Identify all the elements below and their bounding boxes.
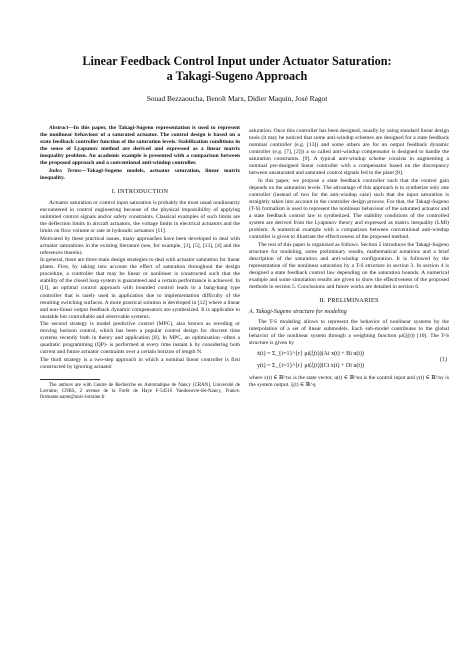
ts-definitions-paragraph: where x(t) ∈ ℝ^nx is the state vector, u(t) ∈ ℝ^nu is the control input and y(t) ∈ ℝ^ny is the system output. ξ(t) ∈ ℝ^q — [249, 375, 449, 389]
right-paragraph-1: saturation. Once this controller has been designed, usually by using standard linear design tools (it may be noticed that some anti-windup schemes are designed for a state feedback nominal controller (e.g. [13]) and some others are for an output feedback dynamic controller (e.g. [7], [2])) a so called anti-windup compensator is designed to handle the saturation constraints. [9]. A typical anti-windup scheme consists in augmenting a nominal pre-designed linear controller with a compensator based on the discrepancy between unsaturated and saturated control signals fed to the plant [8]. — [249, 128, 449, 177]
equation-line-state: ẋ(t) = Σ_{i=1}^{r} μi(ξ(t))(Ai x(t) + Bi u(t)) — [257, 351, 365, 358]
intro-paragraph-1: Actuator saturation or control input saturation is probably the most usual nonlinearity encountered in control engineering because of the physical impossibility of applying unlimited control signals and/or safety constraints. Classical examples of such limits are the deflection limits in aircraft actuators, the voltage limits in electrical actuators and the limits on flow volume or rate in hydraulic actuators [11]. — [40, 199, 240, 235]
footnote-divider — [40, 379, 100, 380]
index-terms — [40, 168, 240, 182]
right-paragraph-2: In this paper, we propose a state feedback controller such that the control gain depends on the saturation levels. The advantage of this approach is to synthetize only one controller (instead of two for the anti-windup case) such that the input saturation is straightly taken into account in the controller design process. For that, the Takagi-Sugeno (T-S) formalism is used to represent the nonlinear behaviour of the saturated actuator and a state feedback control law is synthetized. The stability conditions of the controlled system are derived from the Lyapunov theory and expressed as matrix inequality (LMI) problem. A numerical example with a comparison between conventional anti-windup controller is given to illustrate the effectiveness of the proposed method. — [249, 177, 449, 241]
intro-paragraph-5: The third strategy is a two-step approach in which a nominal linear controller is first constructed by ignoring actuator — [40, 356, 240, 370]
index-terms-label: Index Terms — [49, 167, 82, 174]
intro-paragraph-3: In general, there are three main design strategies to deal with actuator saturation for linear plants. First, by taking into account the effect of saturation throughout the design procedure, a controller that may be linear or nonlinear is constructed such that the stability of the closed loop system is guaranteed and a certain performance is achieved. In ([1], an optimal control approach with bounded control leads to a bang-bang type controller that is rarely used in application due to implementation difficulty of the resulting switching surfaces. A more practical solution is developed in [12] where a linear and non-linear output feedback dynamic compensators are synthesized. It is applicable to unstable but controllable and observable systems. — [40, 257, 240, 320]
index-terms-text: —Takagi-Sugeno models, actuator saturation, linear matrix inequality. — [40, 167, 240, 181]
equation-number: (1) — [440, 357, 447, 364]
abstract-text: —In this paper, the Takagi-Sugeno representation is used to represent the nonlinear behaviour of a saturated actuator. The control design is based on a state feedback controller function of the saturation levels. Stabilization conditions in the sense of Lyapunov method are derived and expressed as a linear matrix inequality problem. An academic example is presented with a comparison between the proposed approach and a conventional anti-windup controller. — [40, 125, 240, 167]
paper-title — [20, 54, 454, 84]
ts-paragraph: The T-S modeling allows to represent the behavior of nonlinear systems by the interpolation of a set of linear submodels. Each sub-model contributes to the global behavior of the nonlinear system through a weighting function μi(ξ(t)) [10]. The T-S structure is given by — [249, 319, 449, 347]
author-footnote: The authors are with Centre de Recherche en Automatique de Nancy (CRAN), Université de Lorraine, CNRS, 2 avenue de la Forêt de Haye F-54516 Vandoeuvre-lès-Nancy, France. firstname.name@univ-lorraine.fr — [40, 383, 240, 401]
intro-paragraph-4: The second strategy is model predictive control (MPC), also known as receding or moving horizon control, which has been a popular control design for discrete time systems recently both in theory and application [8]. In MPC, an optimisation -often a quadratic programming (QP)- is performed at every time instant k by considering both current and future actuator constraints over a certain horizon of length N. — [40, 321, 240, 356]
section-heading-introduction: I. INTRODUCTION — [111, 187, 169, 195]
abstract — [40, 125, 240, 167]
left-column — [40, 125, 240, 402]
section-heading-preliminaries: II. PRELIMINARIES — [319, 297, 379, 305]
title-line-1: Linear Feedback Control Input under Actuator Saturation: — [82, 54, 392, 68]
author-list: Souad Bezzaoucha, Benoît Marx, Didier Maquin, José Ragot — [146, 94, 328, 103]
right-paragraph-3: The rest of this paper is organized as follows. Section 2 introduces the Takagi-Sugeno structure for modeling, some preliminary results, mathematical notations and a brief description of the saturation and anti-windup configuration. It is followed by the representation of the nonlinear saturation by a T-S structure in section 3. In section 4 is designed a state feedback control law depending on the saturation bounds. A numerical example and some simulation results are given to show the effectiveness of the proposed methods in section 5. Conclusions and future works are detailed in section 6. — [249, 241, 449, 291]
subsection-heading-ts-structure: A. Takagi-Sugeno structure for modeling — [249, 309, 347, 316]
intro-paragraph-2: Motivated by these practical issues, many approaches have been developed to deal with actuator saturations in the existing literature (see, for example, [3], [5], [13], [4] and the references therein). — [40, 235, 240, 256]
equation-1 — [249, 349, 449, 373]
title-line-2: a Takagi-Sugeno Approach — [166, 69, 308, 83]
abstract-label: Abstract — [49, 125, 69, 131]
right-column — [249, 128, 449, 390]
equation-line-output: y(t) = Σ_{i=1}^{r} μi(ξ(t))(Ci x(t) + Di u(t)) — [257, 363, 365, 370]
